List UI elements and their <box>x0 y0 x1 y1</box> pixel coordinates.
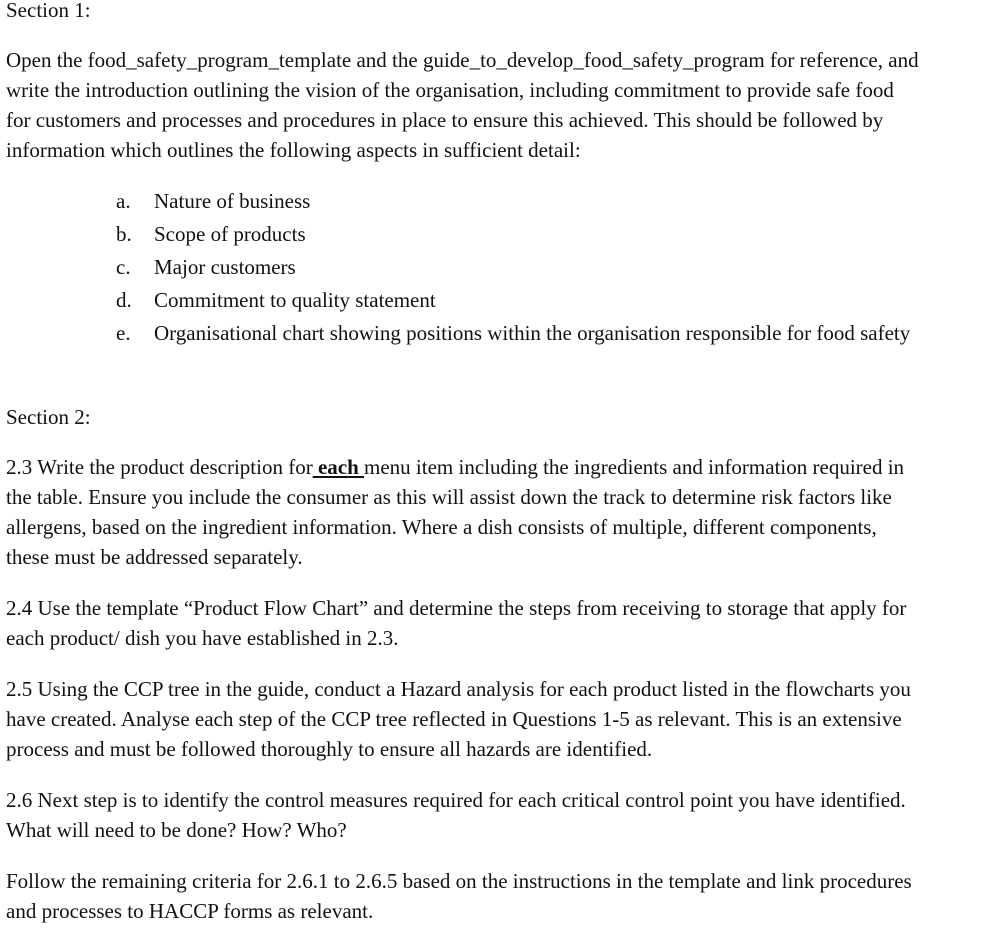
section1-intro-line: for customers and processes and procedures in place to ensure this achieved. This should be followed by <box>6 108 884 132</box>
paragraph-2-3-line <box>6 453 904 481</box>
list-text: Major customers <box>154 255 296 279</box>
paragraph-follow-line: and processes to HACCP forms as relevant. <box>6 899 374 923</box>
list-text: Nature of business <box>154 189 311 213</box>
list-text: Scope of products <box>154 222 306 246</box>
p23-text-after: menu item including the ingredients and information required in <box>364 455 905 479</box>
section1-intro-line: write the introduction outlining the vision of the organisation, including commitment to provide safe food <box>6 78 894 102</box>
paragraph-2-5-line: process and must be followed thoroughly to ensure all hazards are identified. <box>6 737 653 761</box>
paragraph-2-4-line: 2.4 Use the template “Product Flow Chart” and determine the steps from receiving to storage that apply for <box>6 596 907 620</box>
paragraph-2-4-line: each product/ dish you have established in 2.3. <box>6 626 399 650</box>
list-marker: b. <box>116 222 132 246</box>
paragraph-2-5-line: have created. Analyse each step of the CCP tree reflected in Questions 1-5 as relevant. This is an extensive <box>6 707 902 731</box>
list-marker: d. <box>116 288 132 312</box>
paragraph-2-6-line: 2.6 Next step is to identify the control measures required for each critical control point you have identified. <box>6 788 906 812</box>
paragraph-follow-line: Follow the remaining criteria for 2.6.1 to 2.6.5 based on the instructions in the template and link procedures <box>6 869 912 893</box>
section1-heading: Section 1: <box>6 0 91 22</box>
list-marker: c. <box>116 255 131 279</box>
paragraph-2-6-line: What will need to be done? How? Who? <box>6 818 347 842</box>
paragraph-2-5-line: 2.5 Using the CCP tree in the guide, conduct a Hazard analysis for each product listed in the flowcharts you <box>6 677 911 701</box>
list-marker: a. <box>116 189 131 213</box>
list-marker: e. <box>116 321 131 345</box>
section1-intro-line: Open the food_safety_program_template and the guide_to_develop_food_safety_program for reference, and <box>6 48 919 72</box>
section2-heading: Section 2: <box>6 405 91 429</box>
p23-emphasis-each: each <box>312 455 365 479</box>
paragraph-2-3-line: these must be addressed separately. <box>6 545 303 569</box>
section1-intro-line: information which outlines the following aspects in sufficient detail: <box>6 138 581 162</box>
paragraph-2-3-line: the table. Ensure you include the consumer as this will assist down the track to determine risk factors like <box>6 485 892 509</box>
p23-text-before: 2.3 Write the product description for <box>6 455 313 479</box>
list-text: Commitment to quality statement <box>154 288 436 312</box>
paragraph-2-3-line: allergens, based on the ingredient information. Where a dish consists of multiple, different components, <box>6 515 877 539</box>
list-text: Organisational chart showing positions within the organisation responsible for food safety <box>154 321 911 345</box>
